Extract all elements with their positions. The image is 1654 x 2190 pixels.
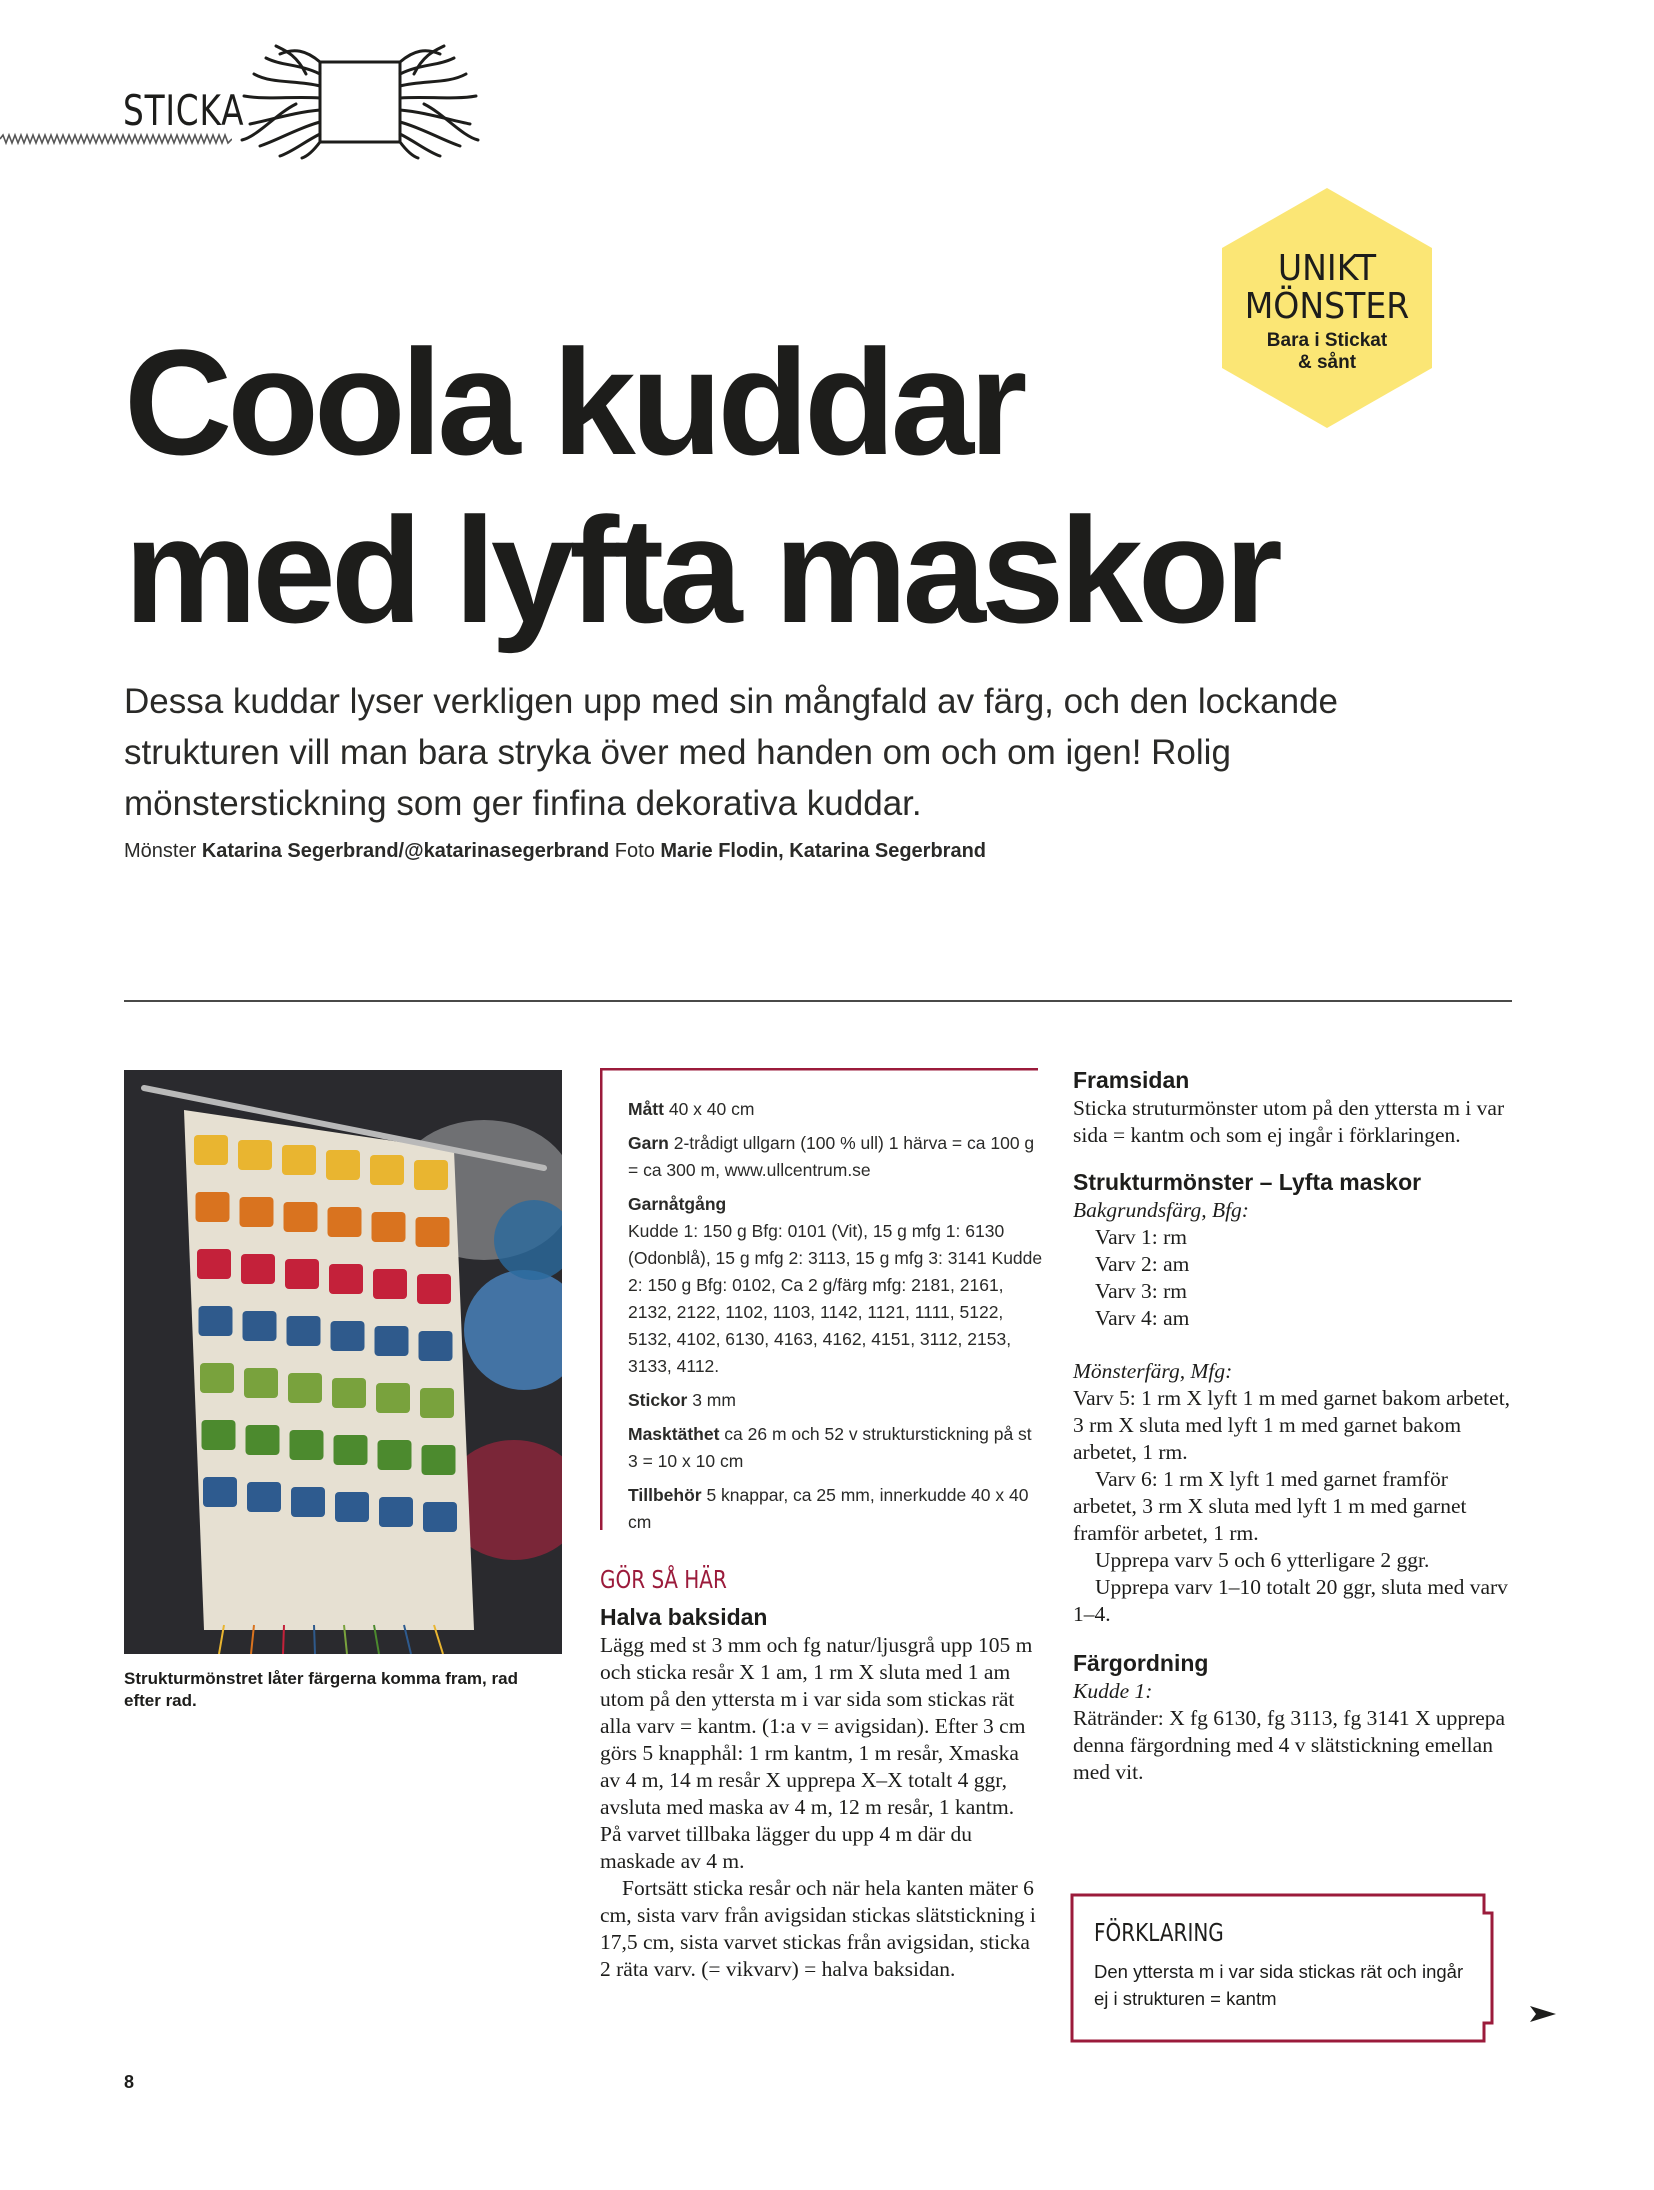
specs [628, 1096, 1046, 1543]
halva-baksidan-title: Halva baksidan [600, 1604, 768, 1630]
knit-stripe-block [417, 1274, 451, 1304]
zigzag-divider [0, 132, 232, 146]
photo-caption: Strukturmönstret låter färgerna komma fram, rad efter rad. [124, 1669, 518, 1710]
knit-stripe-block [375, 1326, 409, 1356]
page-number: 8 [124, 2072, 135, 2092]
knit-stripe-block [288, 1373, 322, 1403]
spec-garn-label: Garn [628, 1133, 669, 1153]
spec-matt [628, 1096, 1046, 1123]
lead-paragraph: Dessa kuddar lyser verkligen upp med sin mångfald av färg, och den lockande strukturen vill man bara stryka över med handen om och om igen! Rolig mönsterstickning som ger finfina dekorativa kuddar. [124, 682, 1339, 823]
knit-stripe-block [199, 1306, 233, 1336]
bakgrundsfarg-label: Bakgrundsfärg, Bfg: [1073, 1198, 1249, 1222]
knit-stripe-block [241, 1254, 275, 1284]
section-label: STICKA [123, 86, 245, 135]
article-title [124, 318, 1424, 654]
knit-stripe-block [416, 1217, 450, 1247]
spec-tillbehor [628, 1482, 1046, 1536]
knit-stripe-block [238, 1140, 272, 1170]
knit-stripe-block [420, 1388, 454, 1418]
spec-garn-value: 2-trådigt ullgarn (100 % ull) 1 härva = ca 100 g = ca 300 m, www.ullcentrum.se [628, 1133, 1035, 1180]
knit-stripe-block [331, 1321, 365, 1351]
title-line-2: med lyfta maskor [124, 486, 1278, 654]
next-page-arrow-icon [1530, 2004, 1556, 2024]
credit-photo-name: Marie Flodin, Katarina Segerbrand [660, 840, 987, 862]
knit-stripe-block [284, 1202, 318, 1232]
varv-5: Varv 5: 1 rm X lyft 1 m med garnet bakom arbetet, 3 rm X sluta med lyft 1 m med garnet bakom arbetet, 1 rm. [1073, 1386, 1511, 1464]
spec-garnatgang-value: Kudde 1: 150 g Bfg: 0101 (Vit), 15 g mfg 1: 6130 (Odonblå), 15 g mfg 2: 3113, 15 g mfg 3: 3141 Kudde 2: 150 g Bfg: 0102, Ca 2 g/färg mfg: 2181, 2161, 2132, 2122, 1102, 1103, 1142, 1121, 1111, 5122, 5132, 4102, 6130, 4163, 4162, 4151, 3112, 2153, 3133, 4112. [628, 1221, 1043, 1376]
badge-line-bara: Bara i Stickat [1266, 330, 1388, 351]
knit-stripe-block [202, 1420, 236, 1450]
knit-stripe-block [196, 1192, 230, 1222]
knit-stripe-block [414, 1160, 448, 1190]
spec-masktathet [628, 1421, 1046, 1475]
forklaring-text: Den yttersta m i var sida stickas rät och ingår ej i strukturen = kantm [1094, 1961, 1464, 2009]
title-line-1: Coola kuddar [124, 318, 1023, 486]
knit-stripe-block [373, 1269, 407, 1299]
knit-stripe-block [247, 1482, 281, 1512]
varv-1: Varv 1: rm [1095, 1225, 1187, 1249]
knit-stripe-block [246, 1425, 280, 1455]
knit-stripe-block [243, 1311, 277, 1341]
spec-stickor-label: Stickor [628, 1390, 688, 1410]
instructions-col-3 [1073, 1065, 1513, 1786]
spec-matt-value: 40 x 40 cm [668, 1099, 755, 1119]
spec-masktathet-label: Masktäthet [628, 1424, 720, 1444]
kudde1-paragraph: Rätränder: X fg 6130, fg 3113, fg 3141 X upprepa denna färgordning med 4 v slätstickning emellan med vit. [1073, 1706, 1506, 1784]
badge-line-unikt: UNIKT [1277, 248, 1377, 289]
knitting-photo [124, 1070, 562, 1654]
knit-stripe-block [422, 1445, 456, 1475]
knit-stripe-block [287, 1316, 321, 1346]
spec-garnatgang-label: Garnåtgång [628, 1194, 727, 1214]
knit-stripe-block [197, 1249, 231, 1279]
forklaring-title: FÖRKLARING [1094, 1918, 1224, 1947]
knit-stripe-block [326, 1150, 360, 1180]
knit-stripe-block [335, 1492, 369, 1522]
spec-tillbehor-label: Tillbehör [628, 1485, 702, 1505]
spec-masktathet-value: ca 26 m och 52 v strukturstickning på st 3 = 10 x 10 cm [628, 1424, 1032, 1471]
credit-pattern-name: Katarina Segerbrand/@katarinasegerbrand [201, 840, 610, 862]
knit-stripe-block [332, 1378, 366, 1408]
knit-stripe-block [419, 1331, 453, 1361]
instructions-heading: GÖR SÅ HÄR [600, 1565, 727, 1594]
credit-photo-label: Foto [614, 840, 655, 862]
knit-stripe-block [291, 1487, 325, 1517]
knit-stripe-block [370, 1155, 404, 1185]
credits [124, 840, 986, 863]
upprepa-1: Upprepa varv 5 och 6 ytterligare 2 ggr. [1095, 1548, 1430, 1572]
halva-baksidan-p2: Fortsätt sticka resår och när hela kanten mäter 6 cm, sista varv från avigsidan stickas slätstickning i 17,5 cm, sista varvet stickas från avigsidan, sticka 2 räta varv. (= vikvarv) = halva baksidan. [600, 1876, 1036, 1981]
varv-6: Varv 6: 1 rm X lyft 1 med garnet framför arbetet, 3 rm X sluta med lyft 1 m med garnet framför arbetet, 1 rm. [1073, 1467, 1467, 1545]
varv-3: Varv 3: rm [1095, 1279, 1187, 1303]
knit-stripe-block [285, 1259, 319, 1289]
spec-tillbehor-value: 5 knappar, ca 25 mm, innerkudde 40 x 40 cm [628, 1485, 1029, 1532]
instructions-col-2 [600, 1602, 1038, 1983]
knit-stripe-block [194, 1135, 228, 1165]
badge-line-sant: & sånt [1297, 352, 1357, 373]
kudde1-label: Kudde 1: [1073, 1679, 1153, 1703]
framsidan-paragraph: Sticka struturmönster utom på den yttersta m i var sida = kantm och som ej ingår i förklaringen. [1073, 1096, 1505, 1147]
knit-stripe-block [423, 1502, 457, 1532]
horizontal-rule [124, 1000, 1512, 1002]
knit-stripe-block [328, 1207, 362, 1237]
yarn-tail [314, 1625, 315, 1654]
knit-stripe-block [200, 1363, 234, 1393]
strukturmonster-title: Strukturmönster – Lyfta maskor [1073, 1169, 1422, 1195]
knit-stripe-block [334, 1435, 368, 1465]
spec-stickor-value: 3 mm [692, 1390, 736, 1410]
monsterfarg-label: Mönsterfärg, Mfg: [1073, 1359, 1233, 1383]
knit-stripe-block [244, 1368, 278, 1398]
knit-stripe-block [240, 1197, 274, 1227]
yarn-skein-icon [236, 44, 484, 160]
spec-stickor [628, 1387, 1046, 1414]
fargordning-title: Färgordning [1073, 1650, 1209, 1676]
upprepa-2: Upprepa varv 1–10 totalt 20 ggr, sluta med varv 1–4. [1073, 1575, 1508, 1626]
halva-baksidan-p1: Lägg med st 3 mm och fg natur/ljusgrå upp 105 m och sticka resår X 1 am, 1 rm X sluta med 1 am utom på den yttersta m i var sida som stickas rät alla varv = kantm. (1:a v = avigsidan). Efter 3 cm görs 5 knapphål: 1 rm kantm, 1 m resår, Xmaska av 4 m, 14 m resår X upprepa X–X totalt 4 ggr, avsluta med maska av 4 m, 12 m resår, 1 kantm. På varvet tillbaka lägger du upp 4 m där du maskade av 4 m. [600, 1633, 1033, 1873]
knit-stripe-block [372, 1212, 406, 1242]
badge-line-monster: MÖNSTER [1244, 286, 1410, 327]
knit-stripe-block [376, 1383, 410, 1413]
credit-pattern-label: Mönster [124, 840, 197, 862]
knit-stripe-block [379, 1497, 413, 1527]
spec-matt-label: Mått [628, 1099, 664, 1119]
knit-stripe-block [203, 1477, 237, 1507]
knit-stripe-block [378, 1440, 412, 1470]
spec-garn [628, 1130, 1046, 1184]
yarn-tail [283, 1625, 284, 1654]
varv-4: Varv 4: am [1095, 1306, 1190, 1330]
varv-2: Varv 2: am [1095, 1252, 1190, 1276]
framsidan-title: Framsidan [1073, 1067, 1190, 1093]
knit-stripe-block [282, 1145, 316, 1175]
knit-stripe-block [329, 1264, 363, 1294]
spec-garnatgang [628, 1191, 1046, 1380]
knit-stripe-block [290, 1430, 324, 1460]
